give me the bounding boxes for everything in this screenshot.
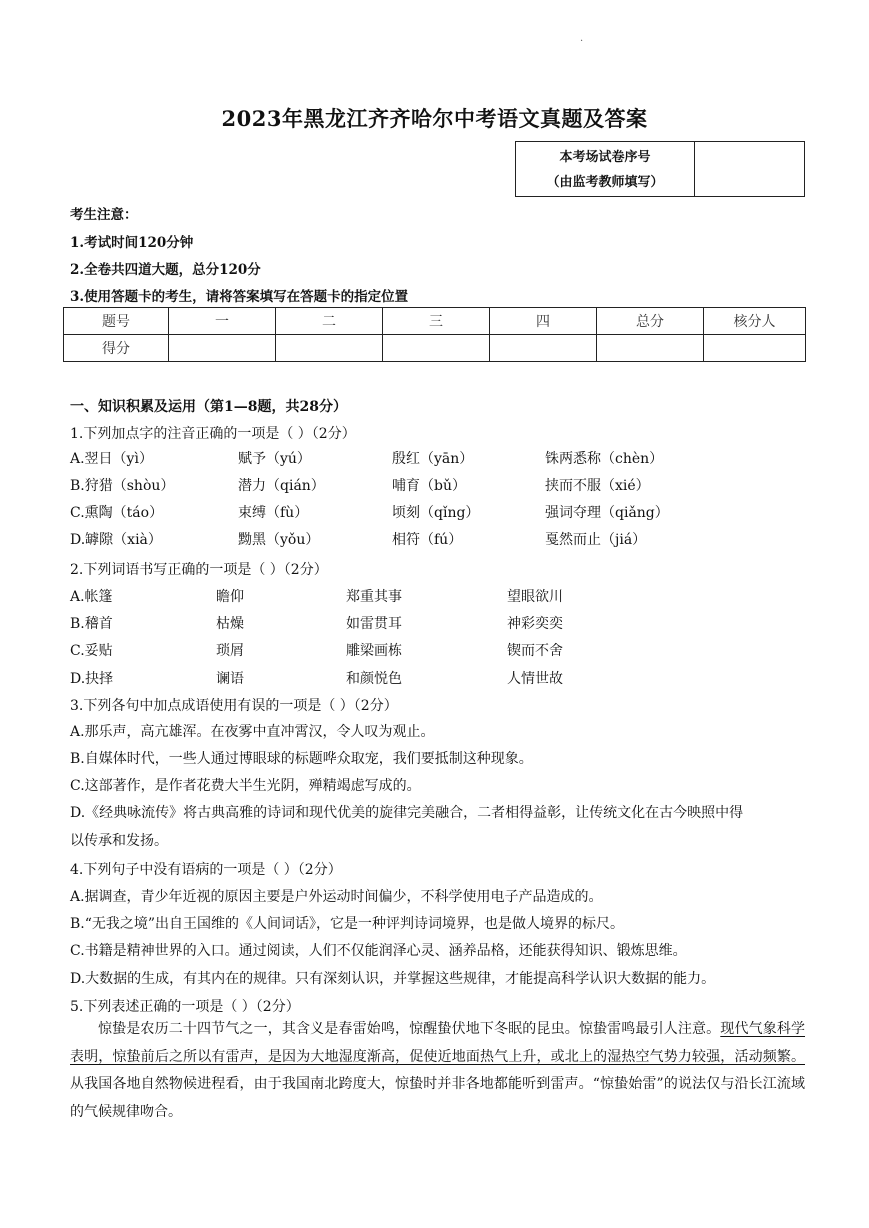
q5-stem: 5.下列表述正确的一项是（ ）（2分） (70, 999, 300, 1015)
q1-option-item: 殷红（yān） (392, 451, 474, 467)
serial-label-line2: （由监考教师填写） (546, 175, 664, 190)
q2-option-item: 谰语 (216, 671, 244, 687)
q1-option-item: 相符（fú） (392, 532, 463, 548)
notice-heading: 考生注意： (70, 207, 138, 223)
q2-option-row (70, 586, 810, 606)
q5-passage-part2: 从我国各地自然物候进程看，由于我国南北跨度大，惊蛰时并非各地都能听到雷声。“惊蛰始雷”的说法仅与沿长江流域的气候规律吻合。 (70, 1076, 805, 1120)
score-header-cell: 核分人 (704, 308, 806, 335)
score-table-header-row (64, 308, 806, 335)
score-cell[interactable] (704, 335, 806, 362)
q1-option-item: D.罅隙（xià） (70, 532, 162, 548)
q1-option-item: 强词夺理（qiǎng） (545, 505, 669, 521)
score-header-cell: 总分 (597, 308, 704, 335)
q2-option-item: 和颜悦色 (346, 671, 402, 687)
serial-label-line1: 本考场试卷序号 (559, 150, 651, 165)
q1-option-item: 赋予（yú） (238, 451, 311, 467)
score-cell[interactable] (383, 335, 490, 362)
score-header-cell: 三 (383, 308, 490, 335)
q1-option-row (70, 475, 810, 495)
q3-stem: 3.下列各句中加点成语使用有误的一项是（ ）（2分） (70, 698, 398, 714)
score-cell[interactable] (490, 335, 597, 362)
q2-option-item: 如雷贯耳 (346, 616, 402, 632)
page-title: 2023年黑龙江齐齐哈尔中考语文真题及答案 (221, 106, 648, 131)
q2-option-item: 锲而不舍 (507, 643, 563, 659)
score-table (63, 307, 806, 362)
q5-passage (70, 1016, 805, 1126)
notice-item-1: 1.考试时间120分钟 (70, 235, 194, 251)
q4-option-c: C.书籍是精神世界的入口。通过阅读，人们不仅能润泽心灵、涵养品格，还能获得知识、锻炼思维。 (70, 943, 687, 959)
score-header-cell: 四 (490, 308, 597, 335)
q5-passage-part1: 惊蛰是农历二十四节气之一，其含义是春雷始鸣，惊醒蛰伏地下冬眠的昆虫。惊蛰雷鸣最引人注意。 (98, 1021, 721, 1037)
q2-option-item: 瞻仰 (216, 589, 244, 605)
q1-option-item: 挟而不服（xié） (545, 478, 650, 494)
serial-number-label (516, 142, 695, 196)
q3-option-d-line1: D.《经典咏流传》将古典高雅的诗词和现代优美的旋律完美融合，二者相得益彰，让传统文化在古今映照中得 (70, 805, 744, 821)
serial-number-box (515, 141, 805, 197)
q2-stem: 2.下列词语书写正确的一项是（ ）（2分） (70, 562, 328, 578)
q2-option-item: D.抉择 (70, 671, 114, 687)
q3-option-a: A.那乐声，高亢雄浑。在夜雾中直冲霄汉，令人叹为观止。 (70, 724, 435, 740)
score-header-cell: 一 (169, 308, 276, 335)
q3-option-b: B.自媒体时代，一些人通过博眼球的标题哗众取宠，我们要抵制这种现象。 (70, 751, 533, 767)
q2-option-item: 枯燥 (216, 616, 244, 632)
q1-option-row (70, 502, 810, 522)
score-cell[interactable] (597, 335, 704, 362)
q2-option-item: 望眼欲川 (507, 589, 563, 605)
header-mark: · (580, 36, 584, 47)
q5-passage-underlined: 现代气象科学表明，惊蛰前后之所以有雷声，是因为大地湿度渐高，促使近地面热气上升，或北上的湿热空气势力较强，活动频繁。 (70, 1021, 806, 1065)
q1-option-item: 束缚（fù） (238, 505, 309, 521)
q1-stem: 1.下列加点字的注音正确的一项是（ ）（2分） (70, 426, 356, 442)
notice-item-3: 3.使用答题卡的考生，请将答案填写在答题卡的指定位置 (70, 289, 409, 305)
q2-option-item: C.妥贴 (70, 643, 113, 659)
q3-option-c: C.这部著作，是作者花费大半生光阴，殚精竭虑写成的。 (70, 778, 421, 794)
q4-option-d: D.大数据的生成，有其内在的规律。只有深刻认识，并掌握这些规律，才能提高科学认识大数据的能力。 (70, 971, 716, 987)
q2-option-item: 郑重其事 (346, 589, 402, 605)
q2-option-item: 雕梁画栋 (346, 643, 402, 659)
q1-option-item: 黝黑（yǒu） (238, 532, 320, 548)
score-cell[interactable] (169, 335, 276, 362)
q1-option-item: 潜力（qián） (238, 478, 325, 494)
section-1-title: 一、知识积累及运用（第1—8题，共28分） (70, 399, 347, 415)
q2-option-row (70, 640, 810, 660)
q4-option-b: B.“无我之境”出自王国维的《人间词话》，它是一种评判诗词境界，也是做人境界的标尺。 (70, 916, 625, 932)
score-header-cell: 题号 (64, 308, 169, 335)
q2-option-item: 人情世故 (507, 671, 563, 687)
q1-option-item: C.熏陶（táo） (70, 505, 164, 521)
q1-option-item: A.翌日（yì） (70, 451, 153, 467)
q1-option-item: 铢两悉称（chèn） (545, 451, 664, 467)
q1-option-item: 哺育（bǔ） (392, 478, 466, 494)
q1-option-row (70, 448, 810, 468)
q3-option-d-line2: 以传承和发扬。 (70, 833, 168, 849)
q2-option-item: B.稽首 (70, 616, 113, 632)
serial-number-field[interactable] (695, 142, 804, 196)
score-header-cell: 二 (276, 308, 383, 335)
q4-stem: 4.下列句子中没有语病的一项是（ ）（2分） (70, 862, 342, 878)
q2-option-item: A.帐篷 (70, 589, 113, 605)
q1-option-item: 戛然而止（jiá） (545, 532, 647, 548)
q2-option-row (70, 668, 810, 688)
q1-option-item: 顷刻（qǐng） (392, 505, 480, 521)
score-table-score-row (64, 335, 806, 362)
notice-item-2: 2.全卷共四道大题，总分120分 (70, 262, 261, 278)
score-cell[interactable] (276, 335, 383, 362)
q4-option-a: A.据调查，青少年近视的原因主要是户外运动时间偏少，不科学使用电子产品造成的。 (70, 889, 603, 905)
q2-option-item: 琐屑 (216, 643, 244, 659)
q2-option-row (70, 613, 810, 633)
q1-option-row (70, 529, 810, 549)
q2-option-item: 神彩奕奕 (507, 616, 563, 632)
score-row-label: 得分 (64, 335, 169, 362)
q1-option-item: B.狩猎（shòu） (70, 478, 175, 494)
